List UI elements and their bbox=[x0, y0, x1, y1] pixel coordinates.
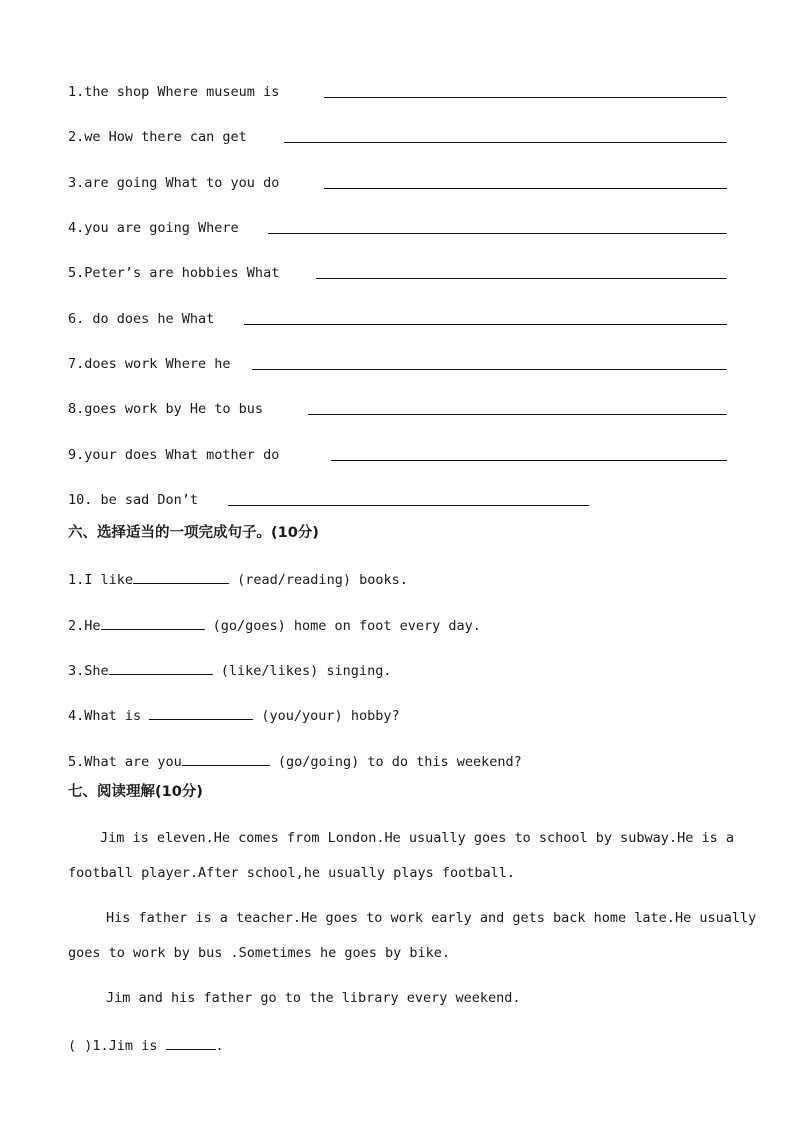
reorder-item-9: 9.your does What mother do bbox=[68, 447, 280, 463]
reading-paragraph-2-line-2: goes to work by bus .Sometimes he goes by bike. bbox=[68, 945, 451, 961]
reorder-item-8: 8.goes work by He to bus bbox=[68, 401, 264, 417]
reading-paragraph-1-line-2: football player.After school,he usually plays football. bbox=[68, 865, 516, 881]
choice-item-3: 3.She (like/likes) singing. bbox=[68, 660, 391, 680]
answer-line-8 bbox=[308, 414, 727, 415]
question-blank-1 bbox=[166, 1035, 216, 1050]
answer-line-1 bbox=[324, 97, 727, 98]
reorder-item-2: 2.we How there can get bbox=[68, 129, 247, 145]
reading-paragraph-1-line-1: Jim is eleven.He comes from London.He usually goes to school by subway.He is a bbox=[100, 830, 734, 846]
choice-blank-5 bbox=[182, 751, 270, 766]
choice-item-1: 1.I like (read/reading) books. bbox=[68, 569, 408, 589]
choice-item-4: 4.What is (you/your) hobby? bbox=[68, 705, 400, 725]
reorder-item-6: 6. do does he What bbox=[68, 311, 215, 327]
reorder-item-4: 4.you are going Where bbox=[68, 220, 239, 236]
reading-question-1: ( )1.Jim is . bbox=[68, 1035, 224, 1055]
section6-heading: 六、选择适当的一项完成句子。(10分) bbox=[68, 525, 319, 541]
answer-line-6 bbox=[244, 324, 727, 325]
choice-blank-2 bbox=[101, 615, 205, 630]
answer-line-2 bbox=[284, 142, 727, 143]
answer-line-5 bbox=[316, 278, 727, 279]
section7-heading: 七、阅读理解(10分) bbox=[68, 784, 203, 800]
reading-paragraph-3: Jim and his father go to the library every weekend. bbox=[106, 990, 521, 1006]
answer-line-9 bbox=[331, 460, 727, 461]
reorder-item-5: 5.Peter’s are hobbies What bbox=[68, 265, 280, 281]
answer-bracket: ( ) bbox=[68, 1038, 93, 1054]
reorder-item-10: 10. be sad Don’t bbox=[68, 492, 199, 508]
reorder-item-1: 1.the shop Where museum is bbox=[68, 84, 280, 100]
choice-blank-1 bbox=[133, 569, 229, 584]
choice-item-5: 5.What are you (go/going) to do this weekend? bbox=[68, 751, 522, 771]
choice-blank-4 bbox=[149, 705, 253, 720]
reading-paragraph-2-line-1: His father is a teacher.He goes to work early and gets back home late.He usually bbox=[106, 910, 757, 926]
choice-blank-3 bbox=[109, 660, 213, 675]
answer-line-3 bbox=[324, 188, 727, 189]
choice-item-2: 2.He (go/goes) home on foot every day. bbox=[68, 615, 481, 635]
answer-line-10 bbox=[228, 505, 589, 506]
reorder-item-7: 7.does work Where he bbox=[68, 356, 231, 372]
answer-line-7 bbox=[252, 369, 727, 370]
reorder-item-3: 3.are going What to you do bbox=[68, 175, 280, 191]
answer-line-4 bbox=[268, 233, 727, 234]
